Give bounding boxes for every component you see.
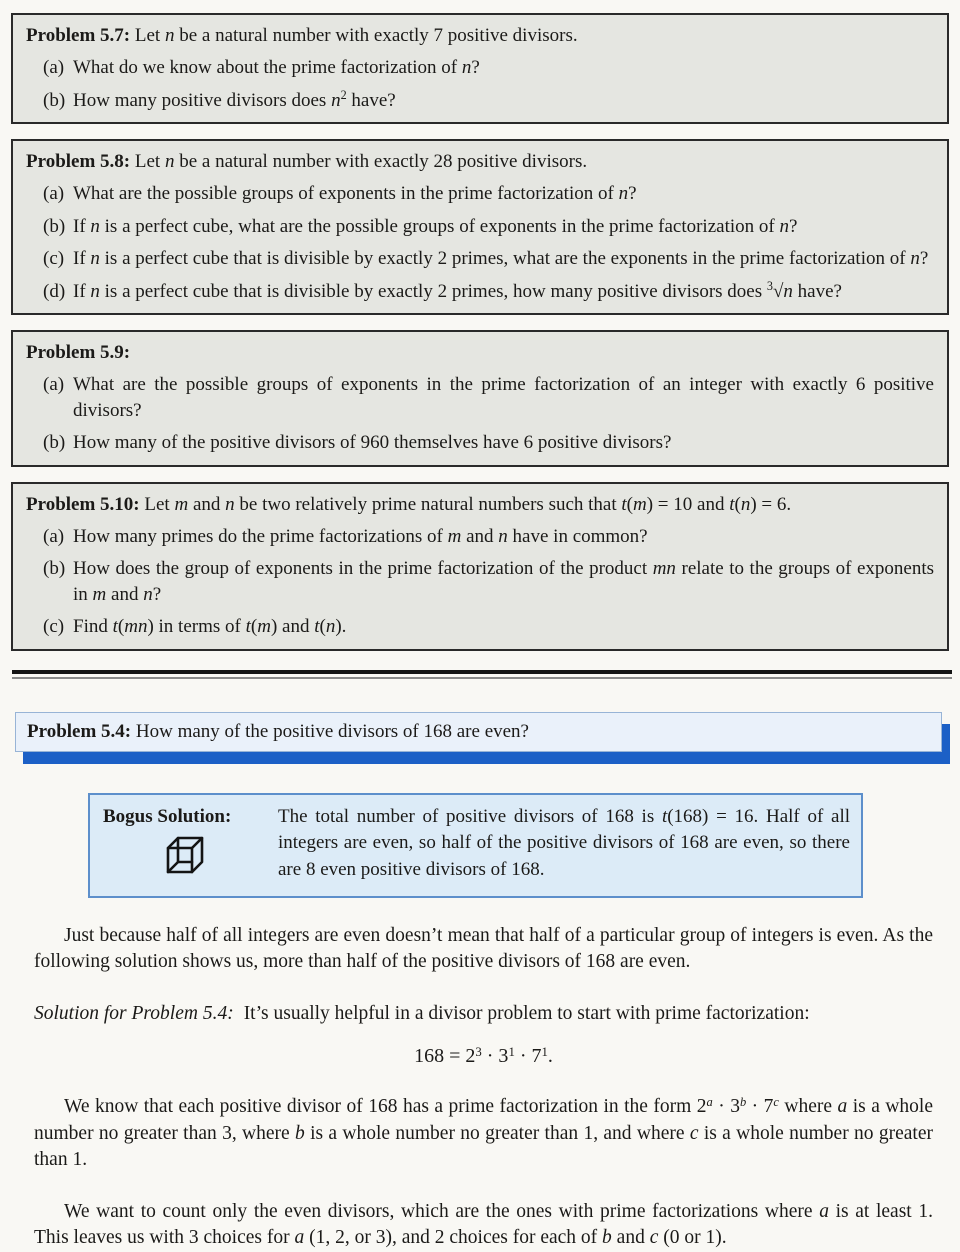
part-text: How does the group of exponents in the prime factorization of the product mn relate to the groups of exponents in m and n? bbox=[73, 558, 934, 605]
part-text: How many of the positive divisors of 960 themselves have 6 positive divisors? bbox=[73, 432, 672, 453]
part-tag: (b) bbox=[43, 215, 66, 237]
problem-part bbox=[26, 614, 934, 640]
solution-text: It’s usually helpful in a divisor problem to start with prime factorization: bbox=[243, 1002, 810, 1024]
bogus-solution-label: Bogus Solution: bbox=[103, 805, 232, 827]
problem-part bbox=[26, 214, 934, 240]
part-text: What are the possible groups of exponents in the prime factorization of n? bbox=[73, 183, 637, 204]
solution-lead: Solution for Problem 5.4: bbox=[34, 1002, 234, 1024]
prime-factorization-equation: $168 = 2^3 \cdot 3^1 \cdot 7^1$. bbox=[414, 1044, 553, 1067]
problem-part bbox=[26, 556, 934, 607]
problem-title bbox=[26, 340, 934, 365]
part-tag: (b) bbox=[43, 89, 66, 111]
problem-box-5-7 bbox=[11, 13, 949, 124]
problem-statement: Let m and n be two relatively prime natural numbers such that t(m) = 10 and t(n) = 6. bbox=[144, 493, 792, 515]
solution-paragraph bbox=[34, 1001, 933, 1028]
problem-label: Problem 5.9: bbox=[26, 342, 131, 363]
problem-part bbox=[26, 246, 934, 272]
problem-part bbox=[26, 55, 934, 81]
problem-box-5-4-highlighted bbox=[15, 712, 942, 752]
problem-box-5-9 bbox=[11, 330, 949, 467]
bogus-solution-header bbox=[103, 804, 266, 885]
divisor-form-paragraph: We know that each positive divisor of 168 has a prime factorization in the form $2^a \cdot 3^b \cdot 7^c$ where a is a whole number no greater than 3, where b is a whole number no greater than 1, and where c is a whole number no greater than 1. bbox=[34, 1094, 933, 1170]
bogus-solution-text: The total number of positive divisors of 168 is t(168) = 16. Half of all integers are even, so half of the positive divisors of 168 are even, so there are 8 even positive divisors of 168. bbox=[278, 805, 851, 880]
problem-title bbox=[26, 492, 934, 517]
problem-label: Problem 5.7: bbox=[26, 25, 131, 46]
part-text: Find t(mn) in terms of t(m) and t(n). bbox=[73, 616, 347, 637]
problem-part bbox=[26, 88, 934, 114]
problem-title bbox=[26, 23, 934, 48]
part-tag: (a) bbox=[43, 374, 65, 395]
part-text: If n is a perfect cube that is divisible by exactly 2 primes, what are the exponents in the prime factorization of n? bbox=[73, 248, 929, 269]
part-text: How many positive divisors does $n^2$ have? bbox=[73, 88, 396, 111]
body-text bbox=[0, 923, 960, 1252]
problem-statement: Let n be a natural number with exactly 28 positive divisors. bbox=[134, 151, 588, 172]
problem-title bbox=[26, 149, 934, 174]
part-tag: (c) bbox=[43, 616, 65, 637]
problem-box-5-10 bbox=[11, 482, 949, 651]
intro-paragraph: Just because half of all integers are even doesn’t mean that half of a particular group of integers is even. As the following solution shows us, more than half of the positive divisors of 168 are even. bbox=[34, 924, 933, 972]
part-tag: (a) bbox=[43, 183, 65, 204]
problem-part bbox=[26, 524, 934, 550]
part-tag: (d) bbox=[43, 280, 66, 302]
problem-label: Problem 5.4: bbox=[27, 720, 132, 742]
problem-part bbox=[26, 181, 934, 207]
part-text: If n is a perfect cube that is divisible by exactly 2 primes, how many positive divisors does $^3$√n have? bbox=[73, 279, 842, 302]
part-text: What are the possible groups of exponents in the prime factorization of an integer with exactly 6 positive divisors? bbox=[73, 374, 934, 421]
bogus-solution-box bbox=[88, 793, 863, 898]
part-text: How many primes do the prime factorizations of m and n have in common? bbox=[73, 525, 648, 547]
problem-label: Problem 5.8: bbox=[26, 151, 131, 172]
even-divisor-count-paragraph: We want to count only the even divisors, which are the ones with prime factorizations where a is at least 1. This leaves us with 3 choices for a (1, 2, or 3), and 2 choices for each of b and c (0 or 1). bbox=[34, 1200, 933, 1248]
problem-part bbox=[26, 430, 934, 456]
section-divider-rule bbox=[12, 670, 952, 679]
part-text: If n is a perfect cube, what are the possible groups of exponents in the prime factorization of n? bbox=[73, 215, 798, 237]
part-text: What do we know about the prime factorization of n? bbox=[73, 57, 480, 78]
problem-box-5-8 bbox=[11, 139, 949, 315]
part-tag: (c) bbox=[43, 248, 65, 269]
part-tag: (a) bbox=[43, 525, 65, 547]
part-tag: (b) bbox=[43, 558, 66, 579]
wireframe-cube-icon bbox=[161, 834, 209, 880]
problem-part bbox=[26, 372, 934, 423]
part-tag: (a) bbox=[43, 57, 65, 78]
problem-statement: Let n be a natural number with exactly 7 positive divisors. bbox=[134, 25, 578, 46]
problem-part bbox=[26, 279, 934, 305]
part-tag: (b) bbox=[43, 432, 66, 453]
problem-label: Problem 5.10: bbox=[26, 493, 140, 515]
problem-statement: How many of the positive divisors of 168 are even? bbox=[135, 720, 529, 742]
